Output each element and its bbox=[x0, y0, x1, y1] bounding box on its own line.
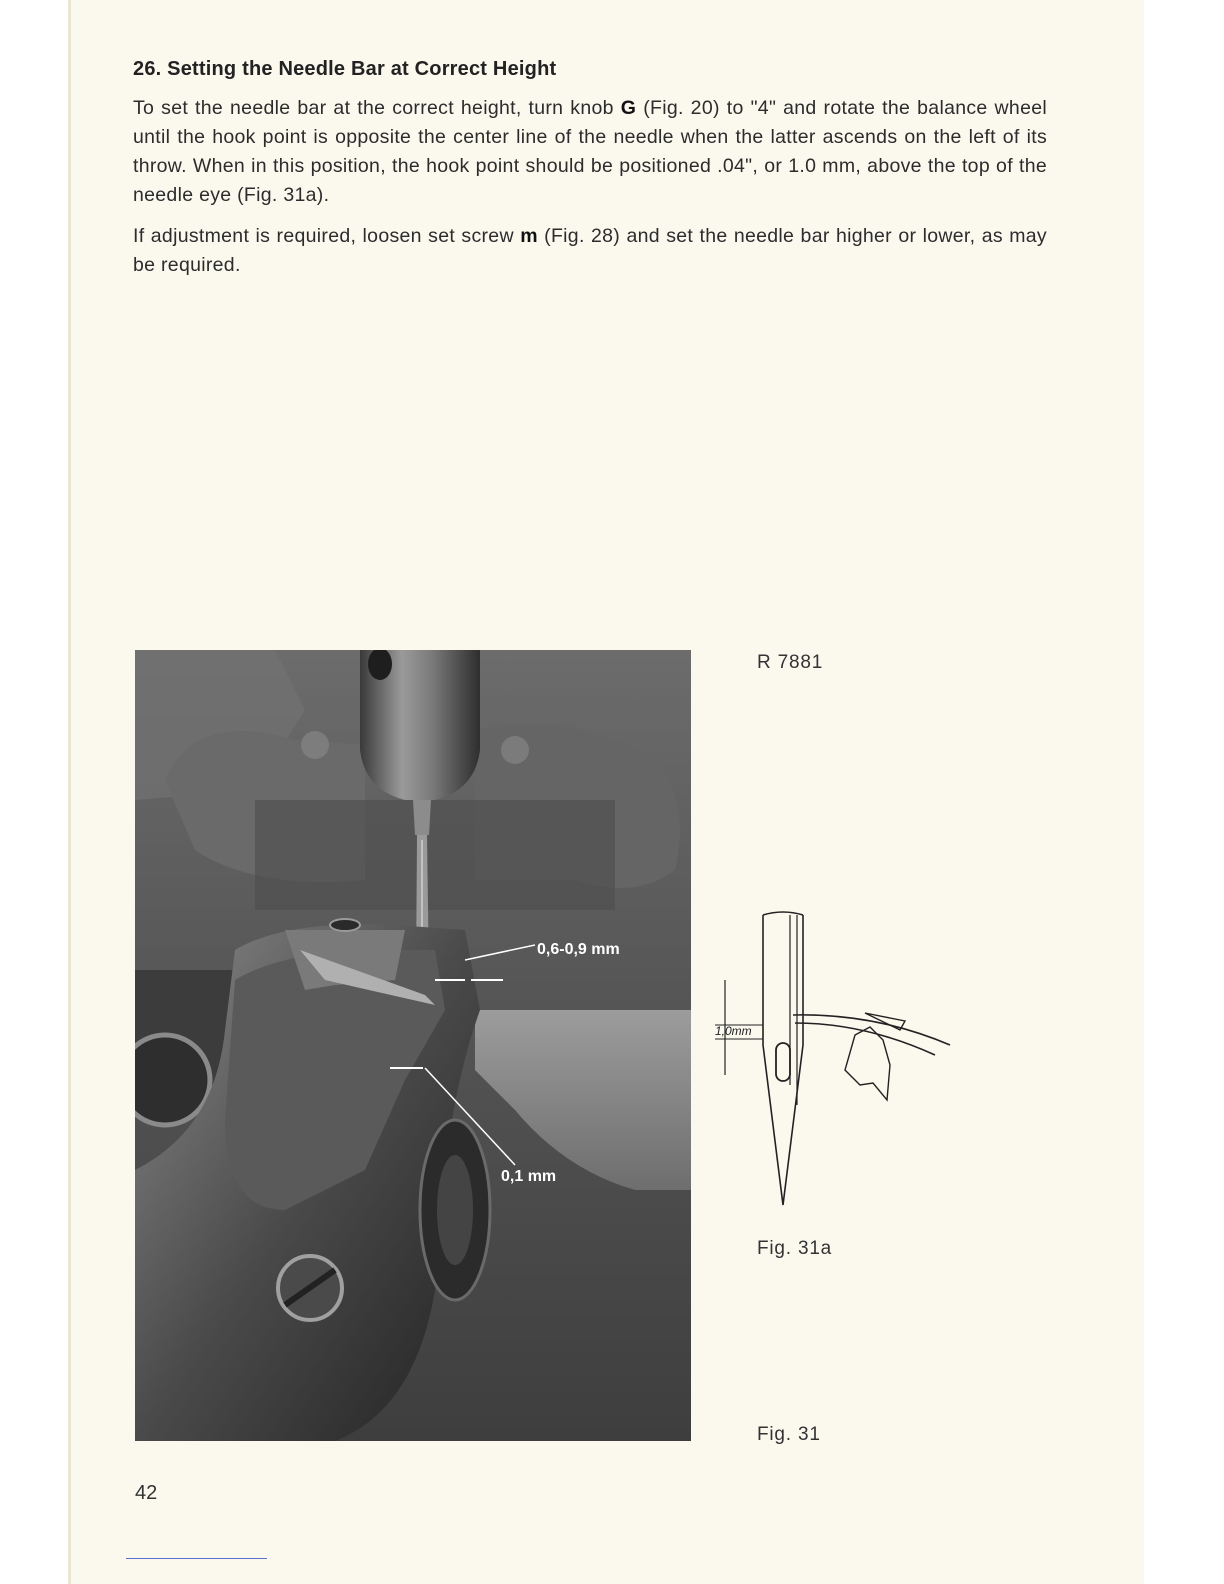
hook-needle-illustration bbox=[135, 650, 691, 1441]
page-number: 42 bbox=[135, 1482, 158, 1504]
instruction-paragraph-2: If adjustment is required, loosen set screw m (Fig. 28) and set the needle bar higher or lower, as may be required. bbox=[133, 225, 1047, 276]
fig-31a-needle-diagram bbox=[705, 905, 955, 1215]
section-heading: 26. Setting the Needle Bar at Correct Height bbox=[133, 58, 557, 80]
screw-letter: m bbox=[520, 225, 538, 247]
knob-letter: G bbox=[620, 97, 637, 119]
figure-caption-31: Fig. 31 bbox=[757, 1424, 821, 1445]
figure-reference: R 7881 bbox=[757, 652, 824, 673]
needle-distance-label: 1,0mm bbox=[715, 1024, 752, 1038]
gap-dimension-label: 0,6-0,9 mm bbox=[537, 941, 620, 958]
bottom-rule bbox=[126, 1558, 267, 1559]
clearance-dimension-label: 0,1 mm bbox=[501, 1168, 557, 1185]
fig-31-photo bbox=[135, 650, 691, 1441]
page-edge bbox=[68, 0, 71, 1584]
figure-caption-31a: Fig. 31a bbox=[757, 1238, 833, 1259]
instruction-paragraph-1: To set the needle bar at the correct height, turn knob G (Fig. 20) to "4" and rotate the balance wheel until the hook point is opposite the center line of the needle when the latter ascends on the left of its throw. When in this position, the hook point should be positioned .04", or 1.0 mm, above the top of the needle eye (Fig. 31a). bbox=[133, 97, 1047, 206]
